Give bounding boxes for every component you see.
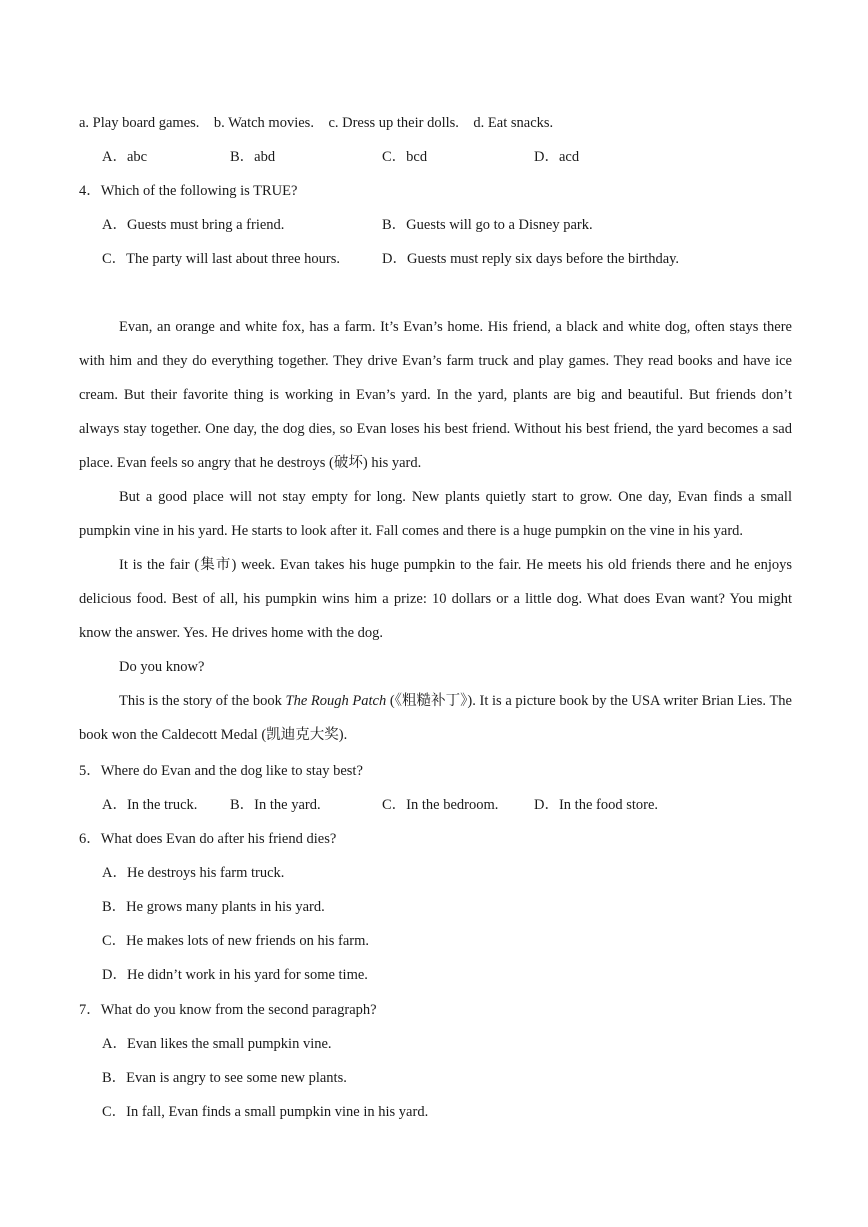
p5-text-after: (《粗糙补丁》). It is a picture book by the USA writer Brian Lies. The book won the Caldecott Medal (凯迪克大奖). — [79, 693, 792, 743]
q5-question: 5．Where do Evan and the dog like to stay best? — [79, 763, 363, 779]
passage-paragraph-5 — [79, 684, 792, 752]
q7-option-b: B．Evan is angry to see some new plants. — [102, 1070, 347, 1086]
q6-option-d: D．He didn’t work in his yard for some time. — [102, 967, 368, 983]
q4-question: 4．Which of the following is TRUE? — [79, 183, 298, 199]
q3-option-b: B．abd — [230, 149, 276, 165]
q4-option-b: B．Guests will go to a Disney park. — [382, 217, 593, 233]
q3-option-a: A．abc — [102, 149, 148, 165]
q5-option-d: D．In the food store. — [534, 797, 659, 813]
passage-paragraph-4: Do you know? — [119, 659, 205, 675]
q3-option-c: C．bcd — [382, 149, 428, 165]
q7-option-c: C．In fall, Evan finds a small pumpkin vine in his yard. — [102, 1104, 429, 1120]
q7-option-a: A．Evan likes the small pumpkin vine. — [102, 1036, 332, 1052]
passage-paragraph-2: But a good place will not stay empty for long. New plants quietly start to grow. One day, Evan finds a small pumpkin vine in his yard. He starts to look after it. Fall comes and there is a huge pumpkin on the vine in his yard. — [79, 489, 792, 539]
q5-option-c: C．In the bedroom. — [382, 797, 499, 813]
q6-option-a: A．He destroys his farm truck. — [102, 865, 285, 881]
passage-paragraph-3: It is the fair (集市) week. Evan takes his huge pumpkin to the fair. He meets his old friends there and he enjoys delicious food. Best of all, his pumpkin wins him a prize: 10 dollars or a little dog. What does Evan want? You might know the answer. Yes. He drives home with the dog. — [79, 557, 792, 641]
q5-option-a: A．In the truck. — [102, 797, 198, 813]
q4-option-c: C．The party will last about three hours. — [102, 251, 340, 267]
q6-option-c: C．He makes lots of new friends on his farm. — [102, 933, 369, 949]
q3-items: a. Play board games. b. Watch movies. c. Dress up their dolls. d. Eat snacks. — [79, 115, 554, 131]
q5-option-b: B．In the yard. — [230, 797, 321, 813]
q3-option-d: D．acd — [534, 149, 580, 165]
book-title: The Rough Patch — [285, 693, 387, 709]
passage-paragraph-1: Evan, an orange and white fox, has a farm. It’s Evan’s home. His friend, a black and white dog, often stays there with him and they do everything together. They drive Evan’s farm truck and play games. They read books and have ice cream. But their favorite thing is working in Evan’s yard. In the yard, plants are big and beautiful. But friends don’t always stay together. One day, the dog dies, so Evan loses his best friend. Without his best friend, the yard becomes a sad place. Evan feels so angry that he destroys (破坏) his yard. — [79, 319, 792, 471]
q7-question: 7．What do you know from the second paragraph? — [79, 1002, 377, 1018]
q6-question: 6．What does Evan do after his friend dies? — [79, 831, 337, 847]
p5-text-before: This is the story of the book — [119, 693, 286, 709]
q4-option-d: D．Guests must reply six days before the birthday. — [382, 251, 680, 267]
q6-option-b: B．He grows many plants in his yard. — [102, 899, 325, 915]
q4-option-a: A．Guests must bring a friend. — [102, 217, 285, 233]
